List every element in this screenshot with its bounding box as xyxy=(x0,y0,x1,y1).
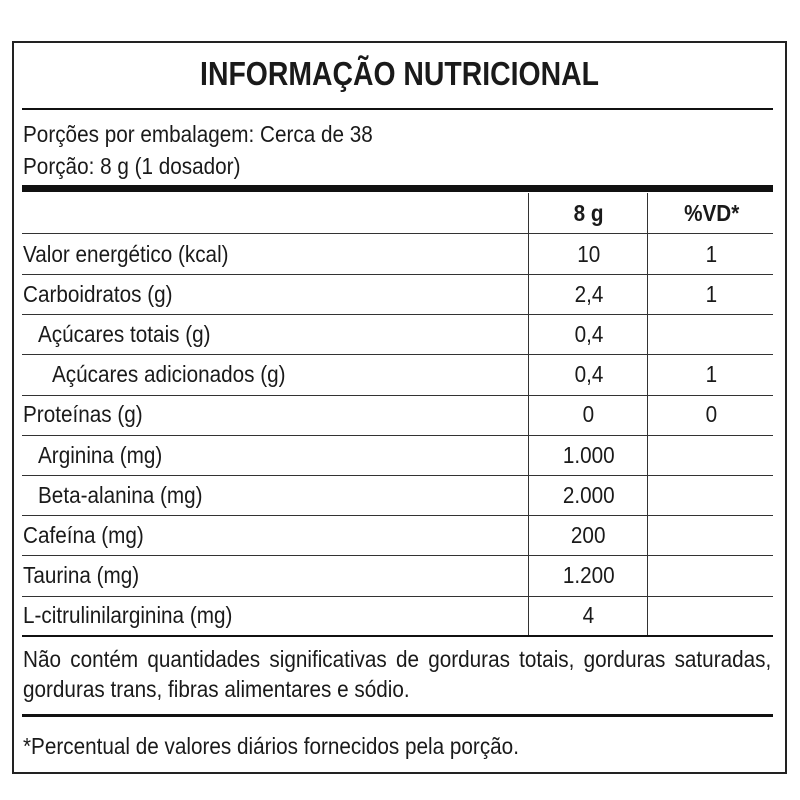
nutrient-label: Açúcares totais (g) xyxy=(38,320,211,347)
nutrient-label: Valor energético (kcal) xyxy=(23,240,229,267)
not-significant-note: Não contém quantidades significativas de gorduras totais, gorduras saturadas, gorduras trans, fibras alimentares e sódio. xyxy=(23,646,772,702)
table-row xyxy=(22,355,773,396)
nutrient-amount: 10 xyxy=(528,234,648,274)
header-dv-cell: %VD* xyxy=(647,193,775,233)
nutrient-dv xyxy=(647,435,775,475)
nutrient-amount: 1.200 xyxy=(528,556,648,596)
servings-per-package xyxy=(23,121,373,148)
table-row xyxy=(22,314,773,355)
table-row xyxy=(22,475,773,516)
nutrient-dv xyxy=(647,475,775,515)
nutrient-amount: 0,4 xyxy=(528,355,648,395)
divider-rule xyxy=(22,108,773,110)
table-row xyxy=(22,556,773,597)
table-row xyxy=(22,596,773,637)
servings-per-package-label: Porções por embalagem: xyxy=(23,121,255,147)
nutrient-amount: 2,4 xyxy=(528,274,648,314)
servings-per-package-value: Cerca de 38 xyxy=(260,121,373,147)
nutrient-amount: 0 xyxy=(528,395,648,435)
nutrient-dv xyxy=(647,596,775,636)
nutrient-dv: 0 xyxy=(647,395,775,435)
nutrient-dv: 1 xyxy=(647,355,775,395)
nutrient-label: Cafeína (mg) xyxy=(23,521,144,548)
nutrient-label: Carboidratos (g) xyxy=(23,280,173,307)
nutrient-label: Taurina (mg) xyxy=(23,562,140,589)
nutrient-amount: 4 xyxy=(528,596,648,636)
nutrient-amount: 200 xyxy=(528,515,648,555)
nutrient-dv: 1 xyxy=(647,234,775,274)
table-row xyxy=(22,435,773,476)
divider-rule xyxy=(22,714,773,717)
nutrient-label: Açúcares adicionados (g) xyxy=(52,361,286,388)
thick-divider-rule xyxy=(22,185,773,192)
nutrient-label: Arginina (mg) xyxy=(38,441,163,468)
nutrient-dv xyxy=(647,556,775,596)
table-row xyxy=(22,234,773,275)
table-row xyxy=(22,515,773,556)
nutrient-dv xyxy=(647,515,775,555)
nutrient-label: Beta-alanina (mg) xyxy=(38,481,203,508)
table-row xyxy=(22,395,773,436)
nutrition-facts-panel xyxy=(12,41,787,774)
table-header-row xyxy=(22,193,773,234)
portion-size: Porção: 8 g (1 dosador) xyxy=(23,153,241,179)
table-row xyxy=(22,274,773,315)
nutrient-label: Proteínas (g) xyxy=(23,401,143,428)
nutrient-amount: 0,4 xyxy=(528,314,648,354)
nutrient-dv xyxy=(647,314,775,354)
nutrient-amount: 1.000 xyxy=(528,435,648,475)
dv-footnote: *Percentual de valores diários fornecidos pela porção. xyxy=(23,733,519,759)
divider-rule xyxy=(22,635,773,637)
nutrient-label: L-citrulinilarginina (mg) xyxy=(23,602,233,629)
nutrient-dv: 1 xyxy=(647,274,775,314)
panel-title: INFORMAÇÃO NUTRICIONAL xyxy=(200,55,599,92)
nutrient-amount: 2.000 xyxy=(528,475,648,515)
header-amount-cell: 8 g xyxy=(528,193,648,233)
